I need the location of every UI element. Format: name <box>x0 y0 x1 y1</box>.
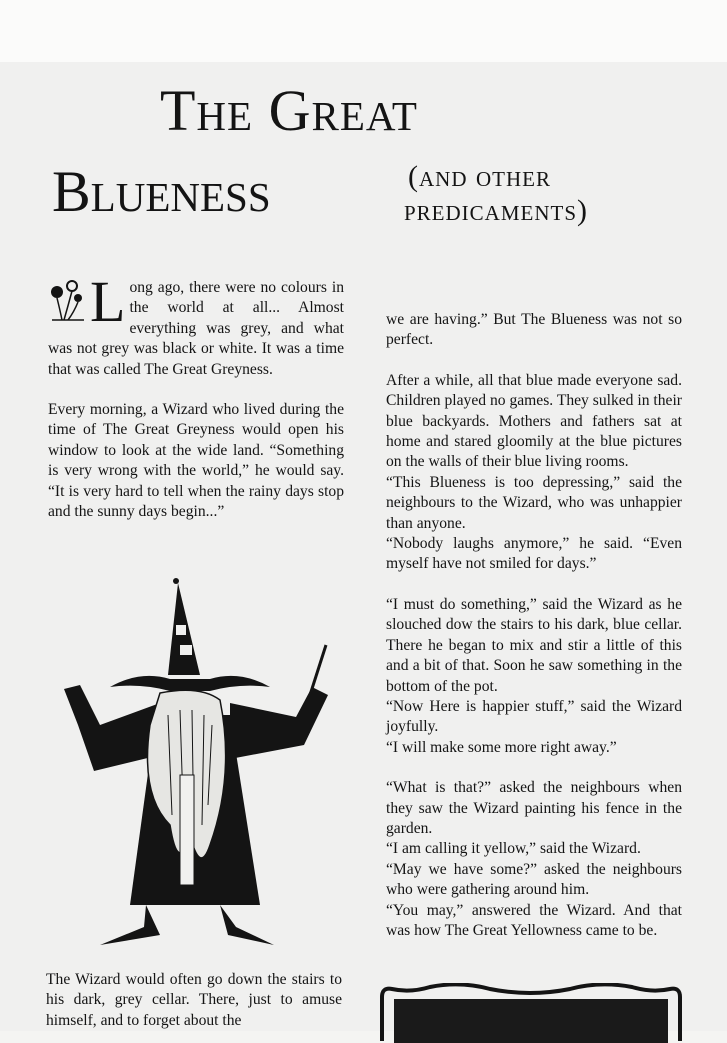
paragraph-2: Every morning, a Wizard who lived during the time of The Great Greyness would open his window to look at the wide land. “Something is very wrong with the world,” he would say. “It is very hard to tell when the rainy days stop and the sunny days begin...” <box>48 401 344 521</box>
subtitle-line-2: predicaments) <box>404 194 589 227</box>
subtitle <box>404 160 588 228</box>
title-line-1: The Great <box>160 78 418 143</box>
right-paragraph-9: “I am calling it yellow,” said the Wizard. <box>386 840 641 858</box>
paragraph-1 <box>48 269 344 380</box>
title-line-2: Blueness <box>52 159 271 224</box>
left-column-continued <box>46 970 342 1031</box>
paragraph-3: The Wizard would often go down the stairs to his dark, grey cellar. There, just to amuse himself, and to forget about the <box>46 971 342 1029</box>
page-top-margin <box>0 0 727 63</box>
right-column <box>386 310 682 941</box>
right-paragraph-3: “This Blueness is too depressing,” said the neighbours to the Wizard, who was unhappier than anyone. <box>386 473 682 532</box>
ornate-frame-icon <box>380 983 682 1043</box>
right-paragraph-6: “Now Here is happier stuff,” said the Wizard joyfully. <box>386 697 682 736</box>
right-paragraph-2: After a while, all that blue made everyone sad. Children played no games. They sulked in their blue backyards. Mothers and fathers sat at home and stared gloomily at the blue pictures on the walls of their blue living rooms. <box>386 371 682 471</box>
subtitle-line-1: (and other <box>408 160 551 193</box>
left-column <box>48 269 344 522</box>
wizard-illustration-icon <box>60 575 340 960</box>
paragraph-1-text: ong ago, there were no colours in the world at all... Almost everything was grey, and what was not grey was black or white. It was a time that was called The Great Greyness. <box>48 279 344 378</box>
drop-cap: L <box>90 269 126 334</box>
right-paragraph-1: we are having.” But The Blueness was not so perfect. <box>386 311 682 349</box>
right-paragraph-10: “May we have some?” asked the neighbours who were gathering around him. <box>386 860 682 899</box>
right-paragraph-7: “I will make some more right away.” <box>386 738 617 756</box>
right-paragraph-4: “Nobody laughs anymore,” he said. “Even myself have not smiled for days.” <box>386 535 682 573</box>
right-paragraph-8: “What is that?” asked the neighbours when they saw the Wizard painting his fence in the garden. <box>386 779 682 837</box>
right-paragraph-11: “You may,” answered the Wizard. And that was how The Great Yellowness came to be. <box>386 901 682 939</box>
right-paragraph-5: “I must do something,” said the Wizard as he slouched dow the stairs to his dark, blue cellar. There he began to mix and stir a little of this and a bit of that. Soon he saw something in the bottom of the pot. <box>386 595 682 695</box>
flower-ornament-icon <box>48 278 88 322</box>
